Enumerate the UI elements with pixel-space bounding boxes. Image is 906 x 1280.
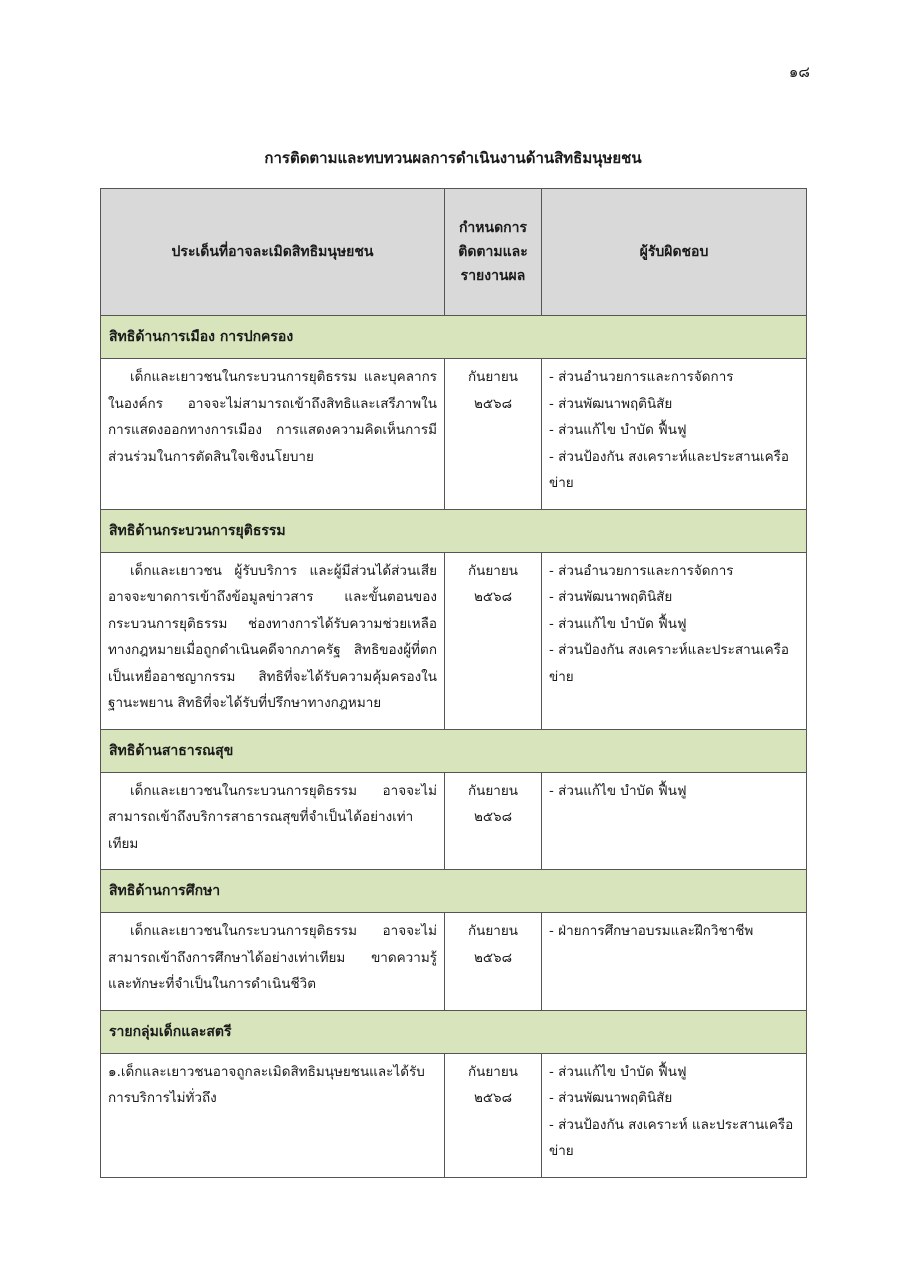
section-row <box>101 316 807 359</box>
header-timing: กำหนดการติดตามและรายงานผล <box>445 189 542 316</box>
timing-cell: กันยายน ๒๕๖๘ <box>445 913 542 1011</box>
issue-text: เด็กและเยาวชนในกระบวนการยุติธรรม อาจจะไม่สามารถเข้าถึงบริการสาธารณสุขที่จำเป็นได้อย่างเท่าเทียม <box>108 782 437 852</box>
section-title: สิทธิด้านกระบวนการยุติธรรม <box>101 509 807 552</box>
table-row <box>101 913 807 1011</box>
document-title: การติดตามและทบทวนผลการดำเนินงานด้านสิทธิมนุษยชน <box>264 149 642 167</box>
responsible-item: - ส่วนป้องกัน สงเคราะห์และประสานเครือข่าย <box>549 448 789 491</box>
issue-text: เด็กและเยาวชนในกระบวนการยุติธรรม อาจจะไม่สามารถเข้าถึงการศึกษาได้อย่างเท่าเทียม ขาดความรู้และทักษะที่จำเป็นในการดำเนินชีวิต <box>108 923 437 992</box>
responsible-cell <box>542 1053 807 1177</box>
header-responsible: ผู้รับผิดชอบ <box>542 189 807 316</box>
table-row <box>101 552 807 729</box>
timing-cell: กันยายน ๒๕๖๘ <box>445 552 542 729</box>
responsible-item: - ส่วนแก้ไข บำบัด ฟื้นฟู <box>549 1063 687 1080</box>
section-row <box>101 509 807 552</box>
timing-cell: กันยายน ๒๕๖๘ <box>445 1053 542 1177</box>
responsible-item: - ส่วนแก้ไข บำบัด ฟื้นฟู <box>549 782 687 799</box>
issue-text: เด็กและเยาวชนในกระบวนการยุติธรรม และบุคลากรในองค์กร อาจจะไม่สามารถเข้าถึงสิทธิและเสรีภาพในการแสดงออกทางการเมือง การแสดงความคิดเห็นการมีส่วนร่วมในการตัดสินใจเชิงนโยบาย <box>108 369 437 465</box>
responsible-item: - ส่วนป้องกัน สงเคราะห์และประสานเครือข่าย <box>549 642 789 685</box>
table-header-row <box>101 189 807 316</box>
table-row <box>101 772 807 870</box>
timing-cell: กันยายน ๒๕๖๘ <box>445 772 542 870</box>
issue-cell <box>101 552 445 729</box>
timing-cell: กันยายน ๒๕๖๘ <box>445 359 542 510</box>
human-rights-review-table <box>100 188 807 1178</box>
section-row <box>101 729 807 772</box>
issue-cell <box>101 1053 445 1177</box>
section-row <box>101 870 807 913</box>
section-title: รายกลุ่มเด็กและสตรี <box>101 1010 807 1053</box>
responsible-item: - ส่วนแก้ไข บำบัด ฟื้นฟู <box>549 615 687 632</box>
table-row <box>101 1053 807 1177</box>
section-title: สิทธิด้านการศึกษา <box>101 870 807 913</box>
issue-text: เด็กและเยาวชน ผู้รับบริการ และผู้มีส่วนได้ส่วนเสีย อาจจะขาดการเข้าถึงข้อมูลข่าวสาร และขั้นตอนของกระบวนการยุติธรรม ช่องทางการได้รับความช่วยเหลือทางกฎหมายเมื่อถูกดำเนินคดีจากภาครัฐ สิทธิของผู้ที่ตกเป็นเหยื่ออาชญากรรม สิทธิที่จะได้รับความคุ้มครองในฐานะพยาน สิทธิที่จะได้รับที่ปรึกษาทางกฎหมาย <box>108 562 437 711</box>
responsible-item: - ส่วนป้องกัน สงเคราะห์ และประสานเครือข่าย <box>549 1116 794 1159</box>
responsible-cell <box>542 772 807 870</box>
responsible-cell <box>542 913 807 1011</box>
responsible-item: - ฝ่ายการศึกษาอบรมและฝึกวิชาชีพ <box>549 923 754 939</box>
issue-text: ๑.เด็กและเยาวชนอาจถูกละเมิดสิทธิมนุษยชนและได้รับการบริการไม่ทั่วถึง <box>108 1063 425 1106</box>
header-issue: ประเด็นที่อาจละเมิดสิทธิมนุษยชน <box>101 189 445 316</box>
responsible-item: - ส่วนพัฒนาพฤตินิสัย <box>549 1090 673 1106</box>
page-number: ๑๘ <box>788 63 810 81</box>
responsible-item: - ส่วนพัฒนาพฤตินิสัย <box>549 589 673 605</box>
responsible-item: - ส่วนอำนวยการและการจัดการ <box>549 562 734 579</box>
issue-cell <box>101 359 445 510</box>
issue-cell <box>101 913 445 1011</box>
responsible-item: - ส่วนพัฒนาพฤตินิสัย <box>549 395 673 412</box>
responsible-item: - ส่วนแก้ไข บำบัด ฟื้นฟู <box>549 422 687 438</box>
responsible-item: - ส่วนอำนวยการและการจัดการ <box>549 369 734 385</box>
issue-cell <box>101 772 445 870</box>
responsible-cell <box>542 359 807 510</box>
section-title: สิทธิด้านการเมือง การปกครอง <box>101 316 807 359</box>
table-row <box>101 359 807 510</box>
section-row <box>101 1010 807 1053</box>
section-title: สิทธิด้านสาธารณสุข <box>101 729 807 772</box>
responsible-cell <box>542 552 807 729</box>
